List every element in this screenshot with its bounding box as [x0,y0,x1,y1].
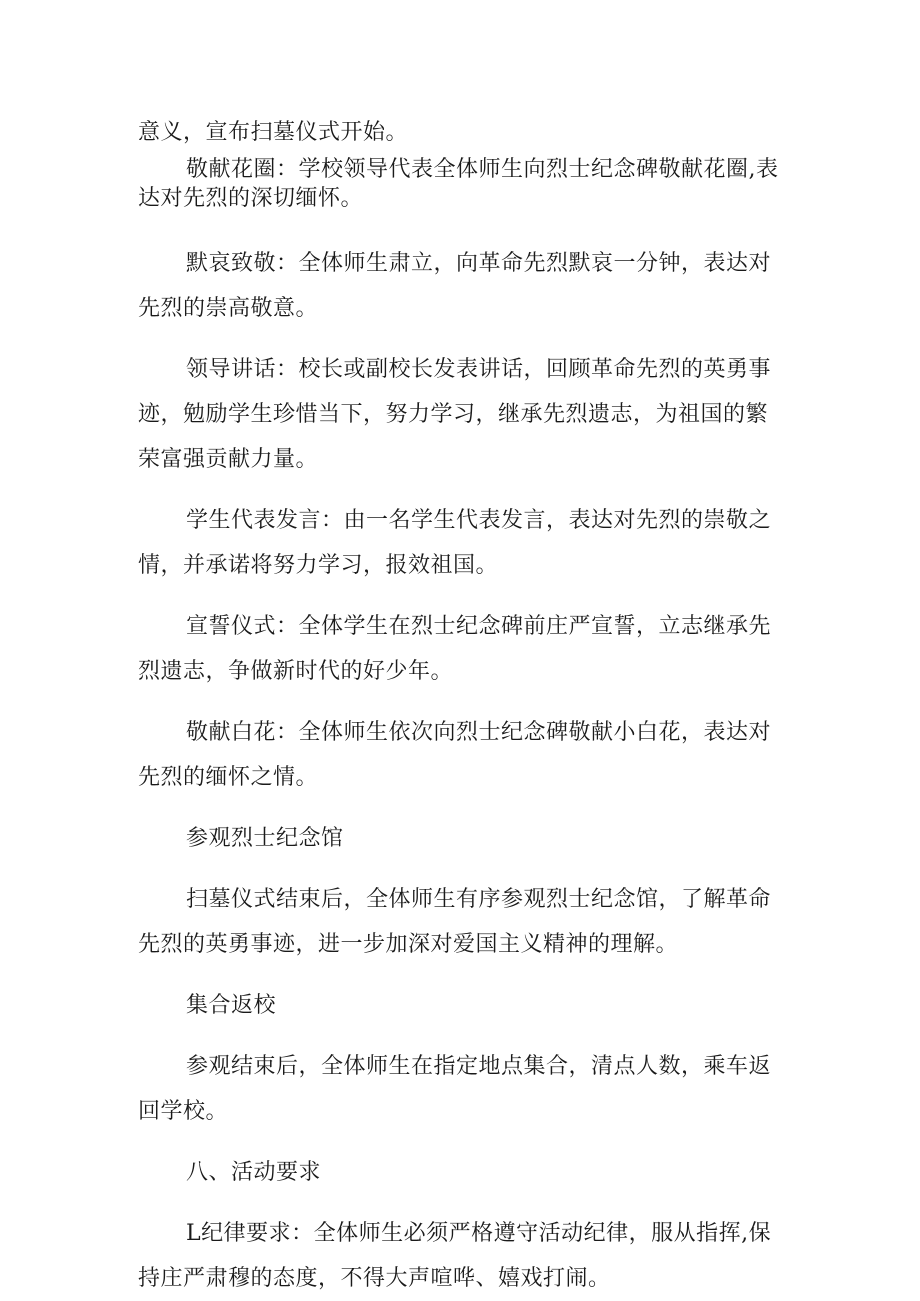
spacer [138,588,788,604]
paragraph-oath: 宣誓仪式：全体学生在烈士纪念碑前庄严宣誓，立志继承先烈遗志，争做新时代的好少年。 [138,614,772,684]
paragraph-white-flowers: 敬献白花：全体师生依次向烈士纪念碑敬献小白花，表达对先烈的缅怀之情。 [138,720,772,790]
spacer [138,967,788,983]
paragraph-student-speech: 学生代表发言：由一名学生代表发言，表达对先烈的崇敬之情，并承诺将努力学习，报效祖国。 [138,508,772,578]
spacer [138,482,788,498]
paragraph-leader-speech: 领导讲话：校长或副校长发表讲话，回顾革命先烈的英勇事迹，勉励学生珍惜当下，努力学习，继承先烈遗志，为祖国的繁荣富强贡献力量。 [138,357,772,472]
spacer [138,1195,788,1211]
paragraph-wreath: 敬献花圈：学校领导代表全体师生向烈士纪念碑敬献花圈,表达对先烈的深切缅怀。 [138,157,779,211]
document-body [138,110,788,1301]
paragraph-return: 参观结束后，全体师生在指定地点集合，清点人数，乘车返回学校。 [138,1054,772,1124]
spacer [138,1028,788,1044]
paragraph-discipline: L纪律要求：全体师生必须严格遵守活动纪律，服从指挥,保持庄严肃穆的态度，不得大声喧哗、嬉戏打闹。 [138,1221,772,1291]
paragraph-memorial-visit: 扫墓仪式结束后，全体师生有序参观烈士纪念馆，了解革命先烈的英勇事迹，进一步加深对爱国主义精神的理解。 [138,887,772,957]
paragraph-continuation: 意义，宣布扫墓仪式开始。 [138,120,409,145]
heading-memorial-visit: 参观烈士纪念馆 [186,826,344,851]
spacer [138,213,788,241]
heading-requirements: 八、活动要求 [186,1160,322,1185]
spacer [138,1134,788,1150]
spacer [138,861,788,877]
spacer [138,331,788,347]
paragraph-silence: 默哀致敬：全体师生肃立，向革命先烈默哀一分钟，表达对先烈的崇高敬意。 [138,251,772,321]
spacer [138,800,788,816]
heading-return: 集合返校 [186,993,277,1018]
spacer [138,694,788,710]
